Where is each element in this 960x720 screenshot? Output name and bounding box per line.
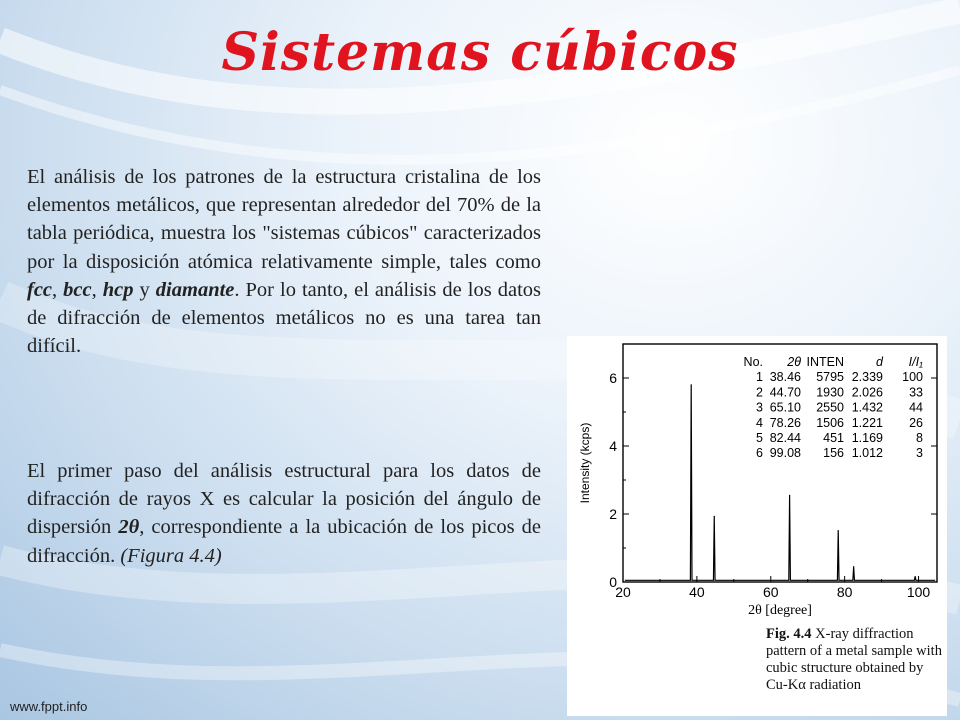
paragraph-2 <box>27 457 541 570</box>
paragraph-1-text-a: El análisis de los patrones de la estructura cristalina de los elementos metálicos, que representan alrededor del 70% de la tabla periódica, muestra los "sistemas cúbicos" caracterizados por la disposición atómica relativamente simple, tales como <box>27 166 541 273</box>
paragraph-2-text-b: , correspondiente a la ubicación de los picos de difracción. <box>27 516 541 567</box>
table-header-cell: INTEN <box>806 355 844 369</box>
term-diamante: diamante <box>155 278 235 301</box>
table-cell: 156 <box>823 446 844 461</box>
y-tick-label: 0 <box>609 574 617 590</box>
table-cell: 1930 <box>816 385 844 400</box>
table-cell: 8 <box>916 431 923 445</box>
table-cell: 44 <box>909 400 923 415</box>
table-header-cell: d <box>876 355 883 369</box>
peak-point <box>789 495 790 496</box>
peak-point <box>915 576 916 577</box>
separator-2: , <box>91 278 103 301</box>
x-tick-label: 40 <box>689 584 705 600</box>
table-cell: 4 <box>756 415 763 430</box>
term-fcc: fcc <box>27 278 53 301</box>
y-tick-label: 4 <box>609 438 617 454</box>
caption-label: Fig. 4.4 <box>766 626 812 642</box>
term-two-theta: 2θ <box>118 516 140 539</box>
table-cell: 1.221 <box>851 415 883 430</box>
separator-3: y <box>133 278 156 301</box>
figure-reference: (Figura 4.4) <box>120 544 222 567</box>
figure-caption <box>766 626 944 694</box>
y-axis-label: Intensity (kcps) <box>578 422 592 504</box>
x-axis-label: 2θ [degree] <box>748 603 812 618</box>
table-cell: 2.339 <box>851 370 883 385</box>
xrd-chart <box>567 336 947 626</box>
caption-text: X-ray diffraction pattern of a metal sample with cubic structure obtained by Cu-Kα radiation <box>766 626 942 693</box>
table-cell: 44.70 <box>769 385 801 400</box>
table-cell: 2 <box>756 385 763 400</box>
paragraph-1-text-b: . Por lo tanto, el análisis de los datos de difracción de elementos metálicos no es una tarea tan difícil. <box>27 278 541 358</box>
table-cell: 38.46 <box>769 370 801 385</box>
x-tick-label: 100 <box>906 584 931 600</box>
separator-1: , <box>52 278 64 301</box>
paragraph-2-text-a: El primer paso del análisis estructural para los datos de difracción de rayos X es calcular la posición del ángulo de dispersión <box>27 460 541 539</box>
table-cell: 82.44 <box>769 431 801 445</box>
table-cell: 1.012 <box>851 446 883 461</box>
term-hcp: hcp <box>102 278 134 301</box>
table-cell: 3 <box>756 400 763 415</box>
term-bcc: bcc <box>63 278 92 301</box>
table-cell: 1506 <box>816 415 844 430</box>
y-tick-label: 6 <box>609 370 617 386</box>
table-cell: 1.432 <box>851 400 883 415</box>
table-cell: 65.10 <box>769 400 801 415</box>
table-cell: 3 <box>916 446 923 461</box>
table-header-cell: 2θ <box>787 355 801 369</box>
table-cell: 100 <box>902 370 923 385</box>
peak-point <box>691 384 692 385</box>
table-cell: 2550 <box>816 400 844 415</box>
table-cell: 451 <box>823 431 844 445</box>
figure-4-4 <box>567 336 947 716</box>
peak-point <box>838 530 839 531</box>
table-cell: 1 <box>756 370 763 385</box>
table-header-cell: I/I₁ <box>908 355 923 369</box>
slide-title: Sistemas cúbicos <box>221 22 739 83</box>
peak-point <box>714 516 715 517</box>
table-cell: 2.026 <box>851 385 883 400</box>
table-cell: 5 <box>756 431 763 445</box>
paragraph-1 <box>27 163 541 360</box>
table-cell: 78.26 <box>769 415 801 430</box>
table-cell: 33 <box>909 385 923 400</box>
table-header-cell: No. <box>743 355 763 369</box>
table-cell: 6 <box>756 446 763 461</box>
table-cell: 99.08 <box>769 446 801 461</box>
footer-url: www.fppt.info <box>10 699 88 714</box>
x-tick-label: 20 <box>615 584 631 600</box>
peak-point <box>853 566 854 567</box>
x-tick-label: 80 <box>836 584 853 600</box>
x-tick-label: 60 <box>762 584 779 600</box>
table-cell: 1.169 <box>851 431 883 445</box>
table-cell: 26 <box>909 415 923 430</box>
y-tick-label: 2 <box>609 506 617 522</box>
table-cell: 5795 <box>816 370 844 385</box>
